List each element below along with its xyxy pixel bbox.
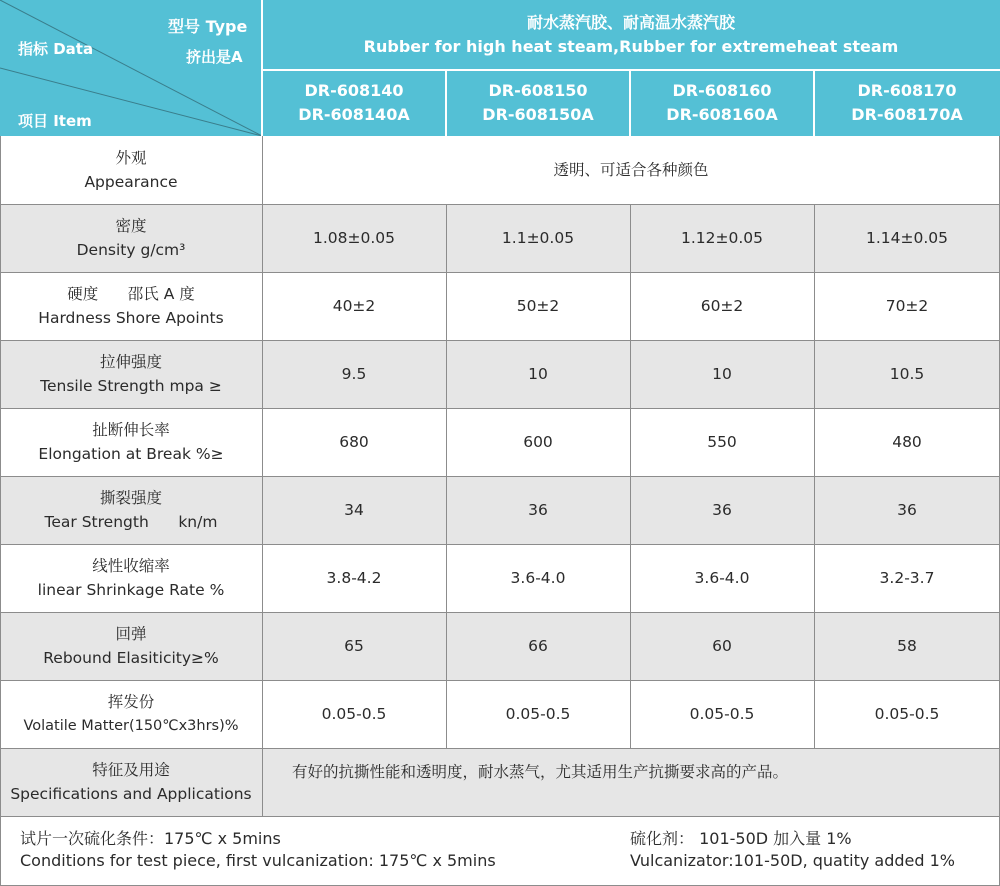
row-label-cn: 线性收缩率	[92, 557, 170, 575]
value-cell	[262, 476, 446, 544]
value-text: 0.05-0.5	[321, 705, 387, 723]
value-cell	[446, 408, 630, 476]
value-cell	[262, 408, 446, 476]
value-text: 10	[712, 365, 732, 383]
value-text: 40±2	[332, 297, 376, 315]
merged-value: 有好的抗撕性能和透明度，耐水蒸气，尤其适用生产抗撕要求高的产品。	[292, 763, 789, 781]
value-text: 60±2	[700, 297, 744, 315]
value-text: 36	[897, 501, 917, 519]
value-text: 66	[528, 637, 548, 655]
grid-line	[262, 136, 263, 816]
value-cell	[262, 612, 446, 680]
value-text: 480	[892, 433, 922, 451]
row-label-specifications	[0, 748, 262, 816]
value-cell	[446, 340, 630, 408]
row-label-appearance	[0, 136, 262, 204]
grid-line	[0, 204, 1000, 205]
row-label-cn: 撕裂强度	[99, 489, 162, 507]
value-text: 1.08±0.05	[312, 229, 395, 247]
grid-line	[0, 544, 1000, 545]
row-label-cn: 扯断伸长率	[92, 421, 170, 439]
value-cell	[262, 204, 446, 272]
value-cell	[814, 680, 1000, 748]
value-cell	[814, 204, 1000, 272]
grid-line	[0, 680, 1000, 681]
row-label-density	[0, 204, 262, 272]
value-text: 58	[897, 637, 917, 655]
value-cell	[814, 544, 1000, 612]
value-text: 3.6-4.0	[510, 569, 566, 587]
value-text: 70±2	[885, 297, 929, 315]
row-label-en: Specifications and Applications	[10, 785, 252, 803]
value-text: 680	[339, 433, 369, 451]
value-cell	[630, 612, 814, 680]
row-label-en: Volatile Matter(150℃x3hrs)%	[23, 718, 239, 734]
value-cell	[446, 272, 630, 340]
value-cell	[262, 340, 446, 408]
test-conditions-cn: 试片一次硫化条件：175℃ x 5mins	[20, 829, 281, 848]
row-label-en: linear Shrinkage Rate %	[37, 581, 225, 599]
model-code: DR-608160	[672, 81, 772, 100]
header-divider	[261, 0, 263, 136]
value-text: 0.05-0.5	[874, 705, 940, 723]
value-cell	[630, 340, 814, 408]
row-label-cn: 硬度 邵氏 A 度	[67, 285, 195, 303]
grid-line	[630, 204, 631, 748]
value-cell	[814, 340, 1000, 408]
header-divider	[629, 70, 631, 136]
value-cell	[262, 544, 446, 612]
model-code-a: DR-608170A	[851, 105, 963, 124]
appearance-value	[262, 136, 1000, 204]
row-label-shrinkage	[0, 544, 262, 612]
model-code-a: DR-608140A	[298, 105, 410, 124]
specifications-value	[262, 748, 1000, 816]
value-cell	[630, 408, 814, 476]
value-text: 36	[528, 501, 548, 519]
model-code-a: DR-608150A	[482, 105, 594, 124]
corner-extrusion-label: 挤出是A	[186, 48, 243, 66]
product-title-en: Rubber for high heat steam,Rubber for extremeheat steam	[363, 37, 899, 56]
value-cell	[814, 612, 1000, 680]
vulcanizer-en: Vulcanizator:101-50D, quatity added 1%	[630, 851, 955, 870]
value-cell	[814, 272, 1000, 340]
value-text: 10	[528, 365, 548, 383]
value-text: 9.5	[341, 365, 367, 383]
row-label-en: Tear Strength kn/m	[44, 513, 218, 531]
model-header-2	[446, 70, 630, 136]
grid-line	[0, 272, 1000, 273]
value-text: 3.6-4.0	[694, 569, 750, 587]
row-label-volatile	[0, 680, 262, 748]
header-divider	[262, 69, 1000, 71]
grid-line	[814, 204, 815, 748]
grid-line	[0, 748, 1000, 749]
grid-line	[0, 612, 1000, 613]
row-label-cn: 外观	[115, 149, 147, 167]
grid-line	[0, 408, 1000, 409]
value-cell	[630, 544, 814, 612]
value-text: 550	[707, 433, 737, 451]
value-text: 3.2-3.7	[879, 569, 935, 587]
merged-value: 透明、可适合各种颜色	[553, 161, 709, 179]
row-label-cn: 拉伸强度	[99, 353, 162, 371]
value-text: 10.5	[889, 365, 925, 383]
value-text: 36	[712, 501, 732, 519]
model-code: DR-608170	[857, 81, 957, 100]
row-label-en: Elongation at Break %≥	[38, 445, 224, 463]
value-cell	[630, 272, 814, 340]
corner-item-label: 项目 Item	[18, 112, 92, 130]
value-text: 0.05-0.5	[505, 705, 571, 723]
row-label-hardness	[0, 272, 262, 340]
value-cell	[446, 204, 630, 272]
product-title-cn: 耐水蒸汽胶、耐高温水蒸汽胶	[526, 13, 735, 32]
model-code: DR-608140	[304, 81, 404, 100]
grid-line	[0, 476, 1000, 477]
value-text: 65	[344, 637, 364, 655]
value-cell	[630, 476, 814, 544]
value-text: 3.8-4.2	[326, 569, 382, 587]
model-header-3	[630, 70, 814, 136]
model-header-1	[262, 70, 446, 136]
grid-line	[446, 204, 447, 748]
value-cell	[630, 204, 814, 272]
row-label-en: Hardness Shore Apoints	[38, 309, 224, 327]
row-label-en: Density g/cm³	[76, 241, 186, 259]
grid-line	[0, 816, 1000, 817]
grid-line	[0, 340, 1000, 341]
value-cell	[262, 680, 446, 748]
row-label-elongation	[0, 408, 262, 476]
corner-type-label: 型号 Type	[168, 17, 248, 36]
row-label-tensile	[0, 340, 262, 408]
value-cell	[814, 476, 1000, 544]
value-text: 50±2	[516, 297, 560, 315]
value-text: 34	[344, 501, 364, 519]
value-text: 1.12±0.05	[680, 229, 763, 247]
value-cell	[262, 272, 446, 340]
value-cell	[446, 476, 630, 544]
test-conditions-en: Conditions for test piece, first vulcanization: 175℃ x 5mins	[20, 851, 496, 870]
product-title	[262, 0, 1000, 70]
value-text: 600	[523, 433, 553, 451]
corner-data-label: 指标 Data	[18, 40, 94, 58]
model-code: DR-608150	[488, 81, 588, 100]
value-cell	[446, 612, 630, 680]
model-code-a: DR-608160A	[666, 105, 778, 124]
row-label-cn: 挥发份	[107, 693, 155, 711]
row-label-tear	[0, 476, 262, 544]
grid-line	[0, 136, 1, 886]
row-label-en: Tensile Strength mpa ≥	[40, 377, 222, 395]
row-label-cn: 回弹	[115, 625, 147, 643]
row-label-en: Appearance	[84, 173, 178, 191]
header-divider	[445, 70, 447, 136]
vulcanizer-cn: 硫化剂： 101-50D 加入量 1%	[630, 829, 852, 848]
model-header-4	[814, 70, 1000, 136]
row-label-cn: 密度	[115, 217, 147, 235]
value-text: 1.14±0.05	[865, 229, 948, 247]
value-text: 1.1±0.05	[501, 229, 575, 247]
value-text: 0.05-0.5	[689, 705, 755, 723]
value-text: 60	[712, 637, 732, 655]
row-label-rebound	[0, 612, 262, 680]
value-cell	[446, 680, 630, 748]
row-label-en: Rebound Elasiticity≥%	[43, 649, 219, 667]
header-divider	[813, 70, 815, 136]
value-cell	[446, 544, 630, 612]
row-label-cn: 特征及用途	[92, 761, 170, 779]
value-cell	[630, 680, 814, 748]
value-cell	[814, 408, 1000, 476]
